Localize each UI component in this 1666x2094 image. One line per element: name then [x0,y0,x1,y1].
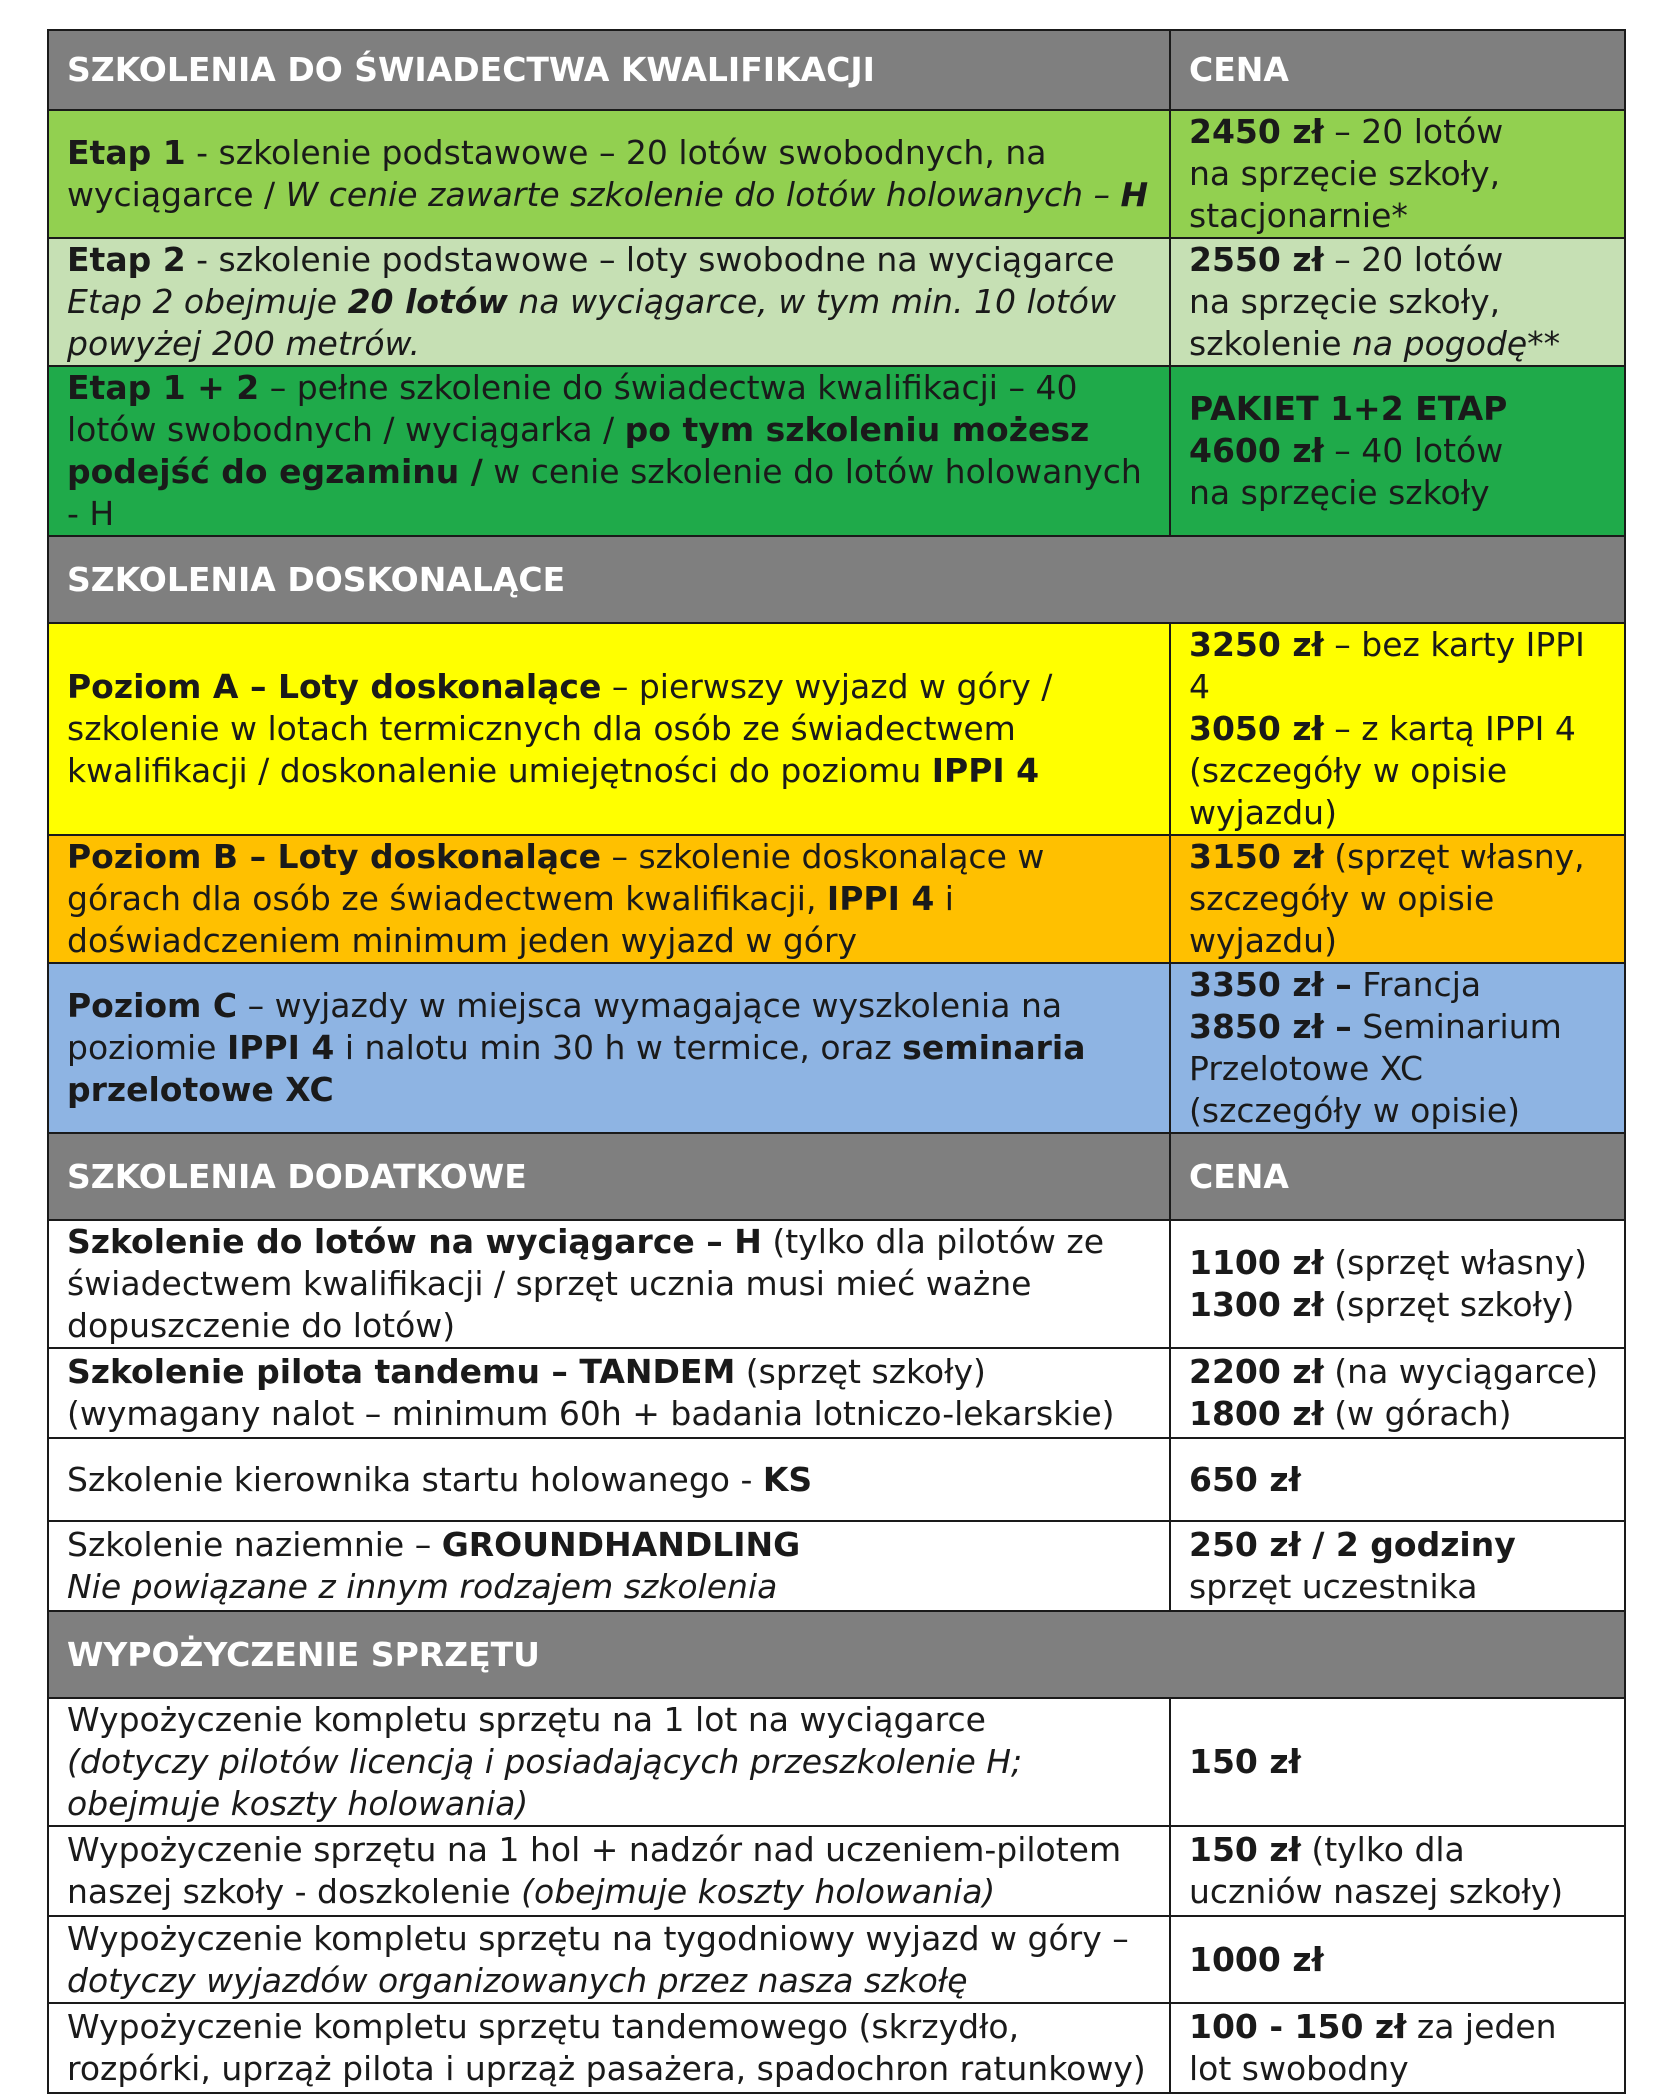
table-row-poziom-c [48,963,1625,1133]
table-row-poziom-b [48,835,1625,963]
row-description: Wypożyczenie kompletu sprzętu na tygodniowy wyjazd w góry – dotyczy wyjazdów organizowanych przez nasza szkołę [48,1916,1170,2003]
row-price: 150 zł (tylko dla uczniów naszej szkoły) [1170,1826,1625,1916]
price-column-header: CENA [1170,30,1625,110]
row-price: 650 zł [1170,1438,1625,1521]
section-header-dodatkowe [48,1133,1625,1220]
section-title: SZKOLENIA DO ŚWIADECTWA KWALIFIKACJI [48,30,1170,110]
price-table [47,29,1626,2094]
row-description: Poziom A – Loty doskonalące – pierwszy wyjazd w góry / szkolenie w lotach termicznych dla osób ze świadectwem kwalifikacji / doskonalenie umiejętności do poziomu IPPI 4 [48,623,1170,835]
row-description: Szkolenie do lotów na wyciągarce – H (tylko dla pilotów ze świadectwem kwalifikacji / sprzęt ucznia musi mieć ważne dopuszczenie do lotów) [48,1220,1170,1348]
section-header-doskonalace [48,536,1625,623]
row-price: 1100 zł (sprzęt własny) 1300 zł (sprzęt szkoły) [1170,1220,1625,1348]
row-price: 2200 zł (na wyciągarce) 1800 zł (w górach) [1170,1348,1625,1438]
row-description: Szkolenie naziemnie – GROUNDHANDLING Nie powiązane z innym rodzajem szkolenia [48,1521,1170,1611]
row-description: Szkolenie pilota tandemu – TANDEM (sprzęt szkoły) (wymagany nalot – minimum 60h + badania lotniczo-lekarskie) [48,1348,1170,1438]
row-description: Etap 1 - szkolenie podstawowe – 20 lotów swobodnych, na wyciągarce / W cenie zawarte szkolenie do lotów holowanych – H [48,110,1170,238]
table-row-tandem [48,1348,1625,1438]
row-price: 2550 zł – 20 lotów na sprzęcie szkoły, szkolenie na pogodę** [1170,238,1625,366]
row-price: 150 zł [1170,1698,1625,1826]
section-header-wypozyczenie [48,1611,1625,1698]
row-description: Wypożyczenie sprzętu na 1 hol + nadzór nad uczeniem-pilotem naszej szkoły - doszkolenie (obejmuje koszty holowania) [48,1826,1170,1916]
table-row-komplet-lot [48,1698,1625,1826]
section-title: SZKOLENIA DODATKOWE [48,1133,1170,1220]
table-row-etap2 [48,238,1625,366]
row-description: Wypożyczenie kompletu sprzętu tandemowego (skrzydło, rozpórki, uprząż pilota i uprząż pasażera, spadochron ratunkowy) [48,2003,1170,2093]
table-row-poziom-a [48,623,1625,835]
row-description: Etap 1 + 2 – pełne szkolenie do świadectwa kwalifikacji – 40 lotów swobodnych / wyciągarka / po tym szkoleniu możesz podejść do egzaminu / w cenie szkolenie do lotów holowanych - H [48,366,1170,536]
section-header-kwalifikacje [48,30,1625,110]
row-price: 100 - 150 zł za jeden lot swobodny [1170,2003,1625,2093]
table-row-etap12 [48,366,1625,536]
row-description: Poziom B – Loty doskonalące – szkolenie doskonalące w górach dla osób ze świadectwem kwalifikacji, IPPI 4 i doświadczeniem minimum jeden wyjazd w góry [48,835,1170,963]
row-price: 3150 zł (sprzęt własny, szczegóły w opisie wyjazdu) [1170,835,1625,963]
row-price: 250 zł / 2 godziny sprzęt uczestnika [1170,1521,1625,1611]
row-description: Szkolenie kierownika startu holowanego - KS [48,1438,1170,1521]
row-price: 1000 zł [1170,1916,1625,2003]
table-row-etap1 [48,110,1625,238]
row-price: 3250 zł – bez karty IPPI 4 3050 zł – z kartą IPPI 4 (szczegóły w opisie wyjazdu) [1170,623,1625,835]
row-price: 3350 zł – Francja 3850 zł – Seminarium Przelotowe XC (szczegóły w opisie) [1170,963,1625,1133]
section-title: WYPOŻYCZENIE SPRZĘTU [48,1611,1625,1698]
section-title: SZKOLENIA DOSKONALĄCE [48,536,1625,623]
table-row-ks [48,1438,1625,1521]
price-column-header: CENA [1170,1133,1625,1220]
table-row-tandemowy [48,2003,1625,2093]
row-description: Wypożyczenie kompletu sprzętu na 1 lot na wyciągarce (dotyczy pilotów licencją i posiadających przeszkolenie H; obejmuje koszty holowania) [48,1698,1170,1826]
table-row-wyciagarka [48,1220,1625,1348]
table-row-groundhandling [48,1521,1625,1611]
table-row-tydzien [48,1916,1625,2003]
row-price: PAKIET 1+2 ETAP 4600 zł – 40 lotów na sprzęcie szkoły [1170,366,1625,536]
table-row-hol [48,1826,1625,1916]
row-price: 2450 zł – 20 lotów na sprzęcie szkoły, stacjonarnie* [1170,110,1625,238]
row-description: Etap 2 - szkolenie podstawowe – loty swobodne na wyciągarce Etap 2 obejmuje 20 lotów na wyciągarce, w tym min. 10 lotów powyżej 200 metrów. [48,238,1170,366]
row-description: Poziom C – wyjazdy w miejsca wymagające wyszkolenia na poziomie IPPI 4 i nalotu min 30 h w termice, oraz seminaria przelotowe XC [48,963,1170,1133]
